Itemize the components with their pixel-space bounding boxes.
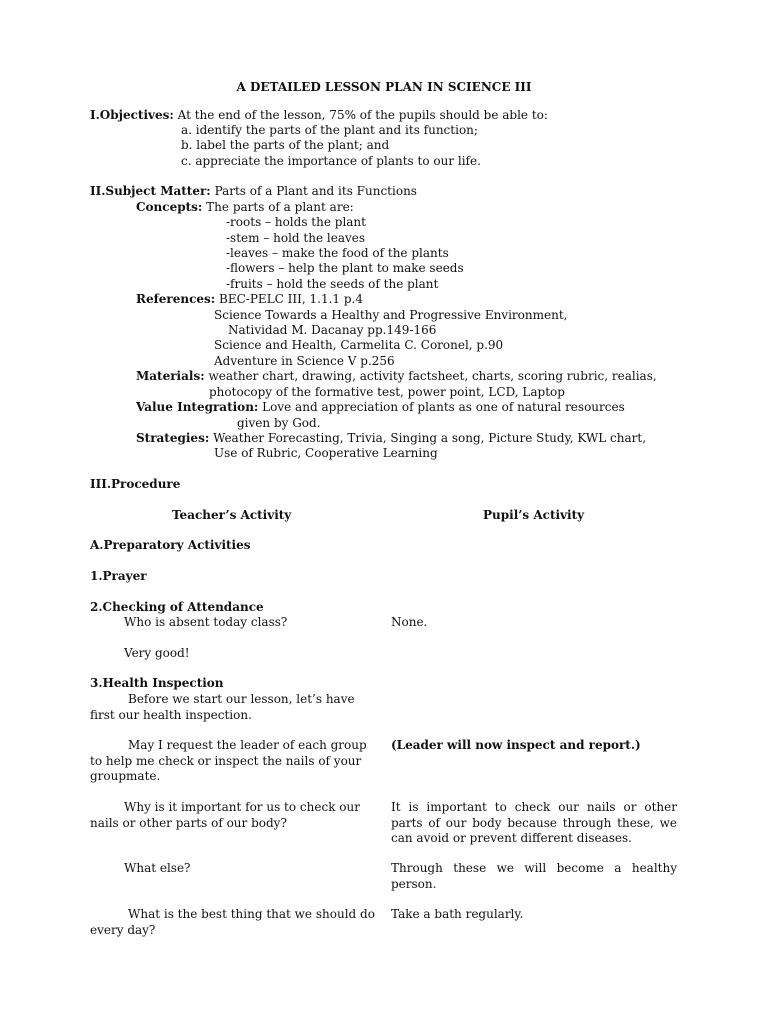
strategies-line [136, 431, 646, 447]
attendance-heading: 2.Checking of Attendance [90, 600, 264, 614]
subject-matter-text: Parts of a Plant and its Functions [214, 184, 417, 198]
concept-item: -roots – holds the plant [226, 215, 366, 229]
concepts-intro: The parts of a plant are: [206, 200, 354, 214]
materials-text: photocopy of the formative test, power point, LCD, Laptop [209, 385, 565, 399]
concept-item: -leaves – make the food of the plants [226, 246, 449, 260]
what-else-answer: Through these we will become a healthy person. [391, 861, 677, 891]
attendance-question: Who is absent today class? [124, 615, 288, 629]
teacher-activity-header: Teacher’s Activity [172, 508, 292, 522]
value-integration-label: Value Integration: [136, 400, 259, 414]
strategies-text: Weather Forecasting, Trivia, Singing a song, Picture Study, KWL chart, [213, 431, 647, 445]
subject-matter-line [90, 184, 417, 200]
attendance-answer: None. [391, 615, 428, 629]
reference-item: Adventure in Science V p.256 [214, 354, 395, 368]
objectives-label: I.Objectives: [90, 108, 174, 122]
concept-item: -fruits – hold the seeds of the plant [226, 277, 439, 291]
best-thing-answer: Take a bath regularly. [391, 907, 524, 921]
subject-matter-label: II.Subject Matter: [90, 184, 211, 198]
materials-line [136, 369, 657, 385]
value-integration-text: given by God. [237, 416, 321, 430]
health-inspection-heading: 3.Health Inspection [90, 676, 224, 690]
very-good-text: Very good! [124, 646, 190, 660]
what-else-question: What else? [124, 861, 191, 875]
objectives-intro: At the end of the lesson, 75% of the pupils should be able to: [177, 108, 548, 122]
reference-item: BEC-PELC III, 1.1.1 p.4 [219, 292, 363, 306]
request-leader-text: May I request the leader of each group to help me check or inspect the nails of your groupmate. [90, 738, 367, 783]
objective-item: b. label the parts of the plant; and [181, 138, 390, 152]
preparatory-heading: A.Preparatory Activities [90, 538, 251, 552]
objectives-line [90, 108, 548, 124]
best-thing-question: What is the best thing that we should do every day? [90, 907, 375, 937]
why-question: Why is it important for us to check our nails or other parts of our body? [90, 800, 360, 830]
why-answer: It is important to check our nails or other parts of our body because through these, we can avoid or prevent different diseases. [391, 800, 677, 845]
materials-label: Materials: [136, 369, 205, 383]
concept-item: -stem – hold the leaves [226, 231, 366, 245]
leader-report-text: (Leader will now inspect and report.) [391, 738, 641, 752]
pupil-activity-header: Pupil’s Activity [483, 508, 585, 522]
health-inspection-intro: Before we start our lesson, let’s have first our health inspection. [90, 692, 355, 722]
reference-item: Science Towards a Healthy and Progressive Environment, [214, 308, 568, 322]
concepts-line [136, 200, 354, 216]
value-integration-line [136, 400, 625, 416]
strategies-text: Use of Rubric, Cooperative Learning [214, 446, 438, 460]
references-label: References: [136, 292, 216, 306]
objective-item: a. identify the parts of the plant and its function; [181, 123, 478, 137]
prayer-heading: 1.Prayer [90, 569, 147, 583]
value-integration-text: Love and appreciation of plants as one of natural resources [262, 400, 625, 414]
procedure-heading: III.Procedure [90, 477, 181, 491]
concepts-label: Concepts: [136, 200, 203, 214]
reference-item: Natividad M. Dacanay pp.149-166 [228, 323, 437, 337]
materials-text: weather chart, drawing, activity factsheet, charts, scoring rubric, realias, [208, 369, 657, 383]
objective-item: c. appreciate the importance of plants to our life. [181, 154, 481, 168]
document-title: A DETAILED LESSON PLAN IN SCIENCE III [236, 80, 532, 94]
references-line [136, 292, 363, 308]
reference-item: Science and Health, Carmelita C. Coronel, p.90 [214, 338, 504, 352]
concept-item: -flowers – help the plant to make seeds [226, 261, 464, 275]
strategies-label: Strategies: [136, 431, 210, 445]
